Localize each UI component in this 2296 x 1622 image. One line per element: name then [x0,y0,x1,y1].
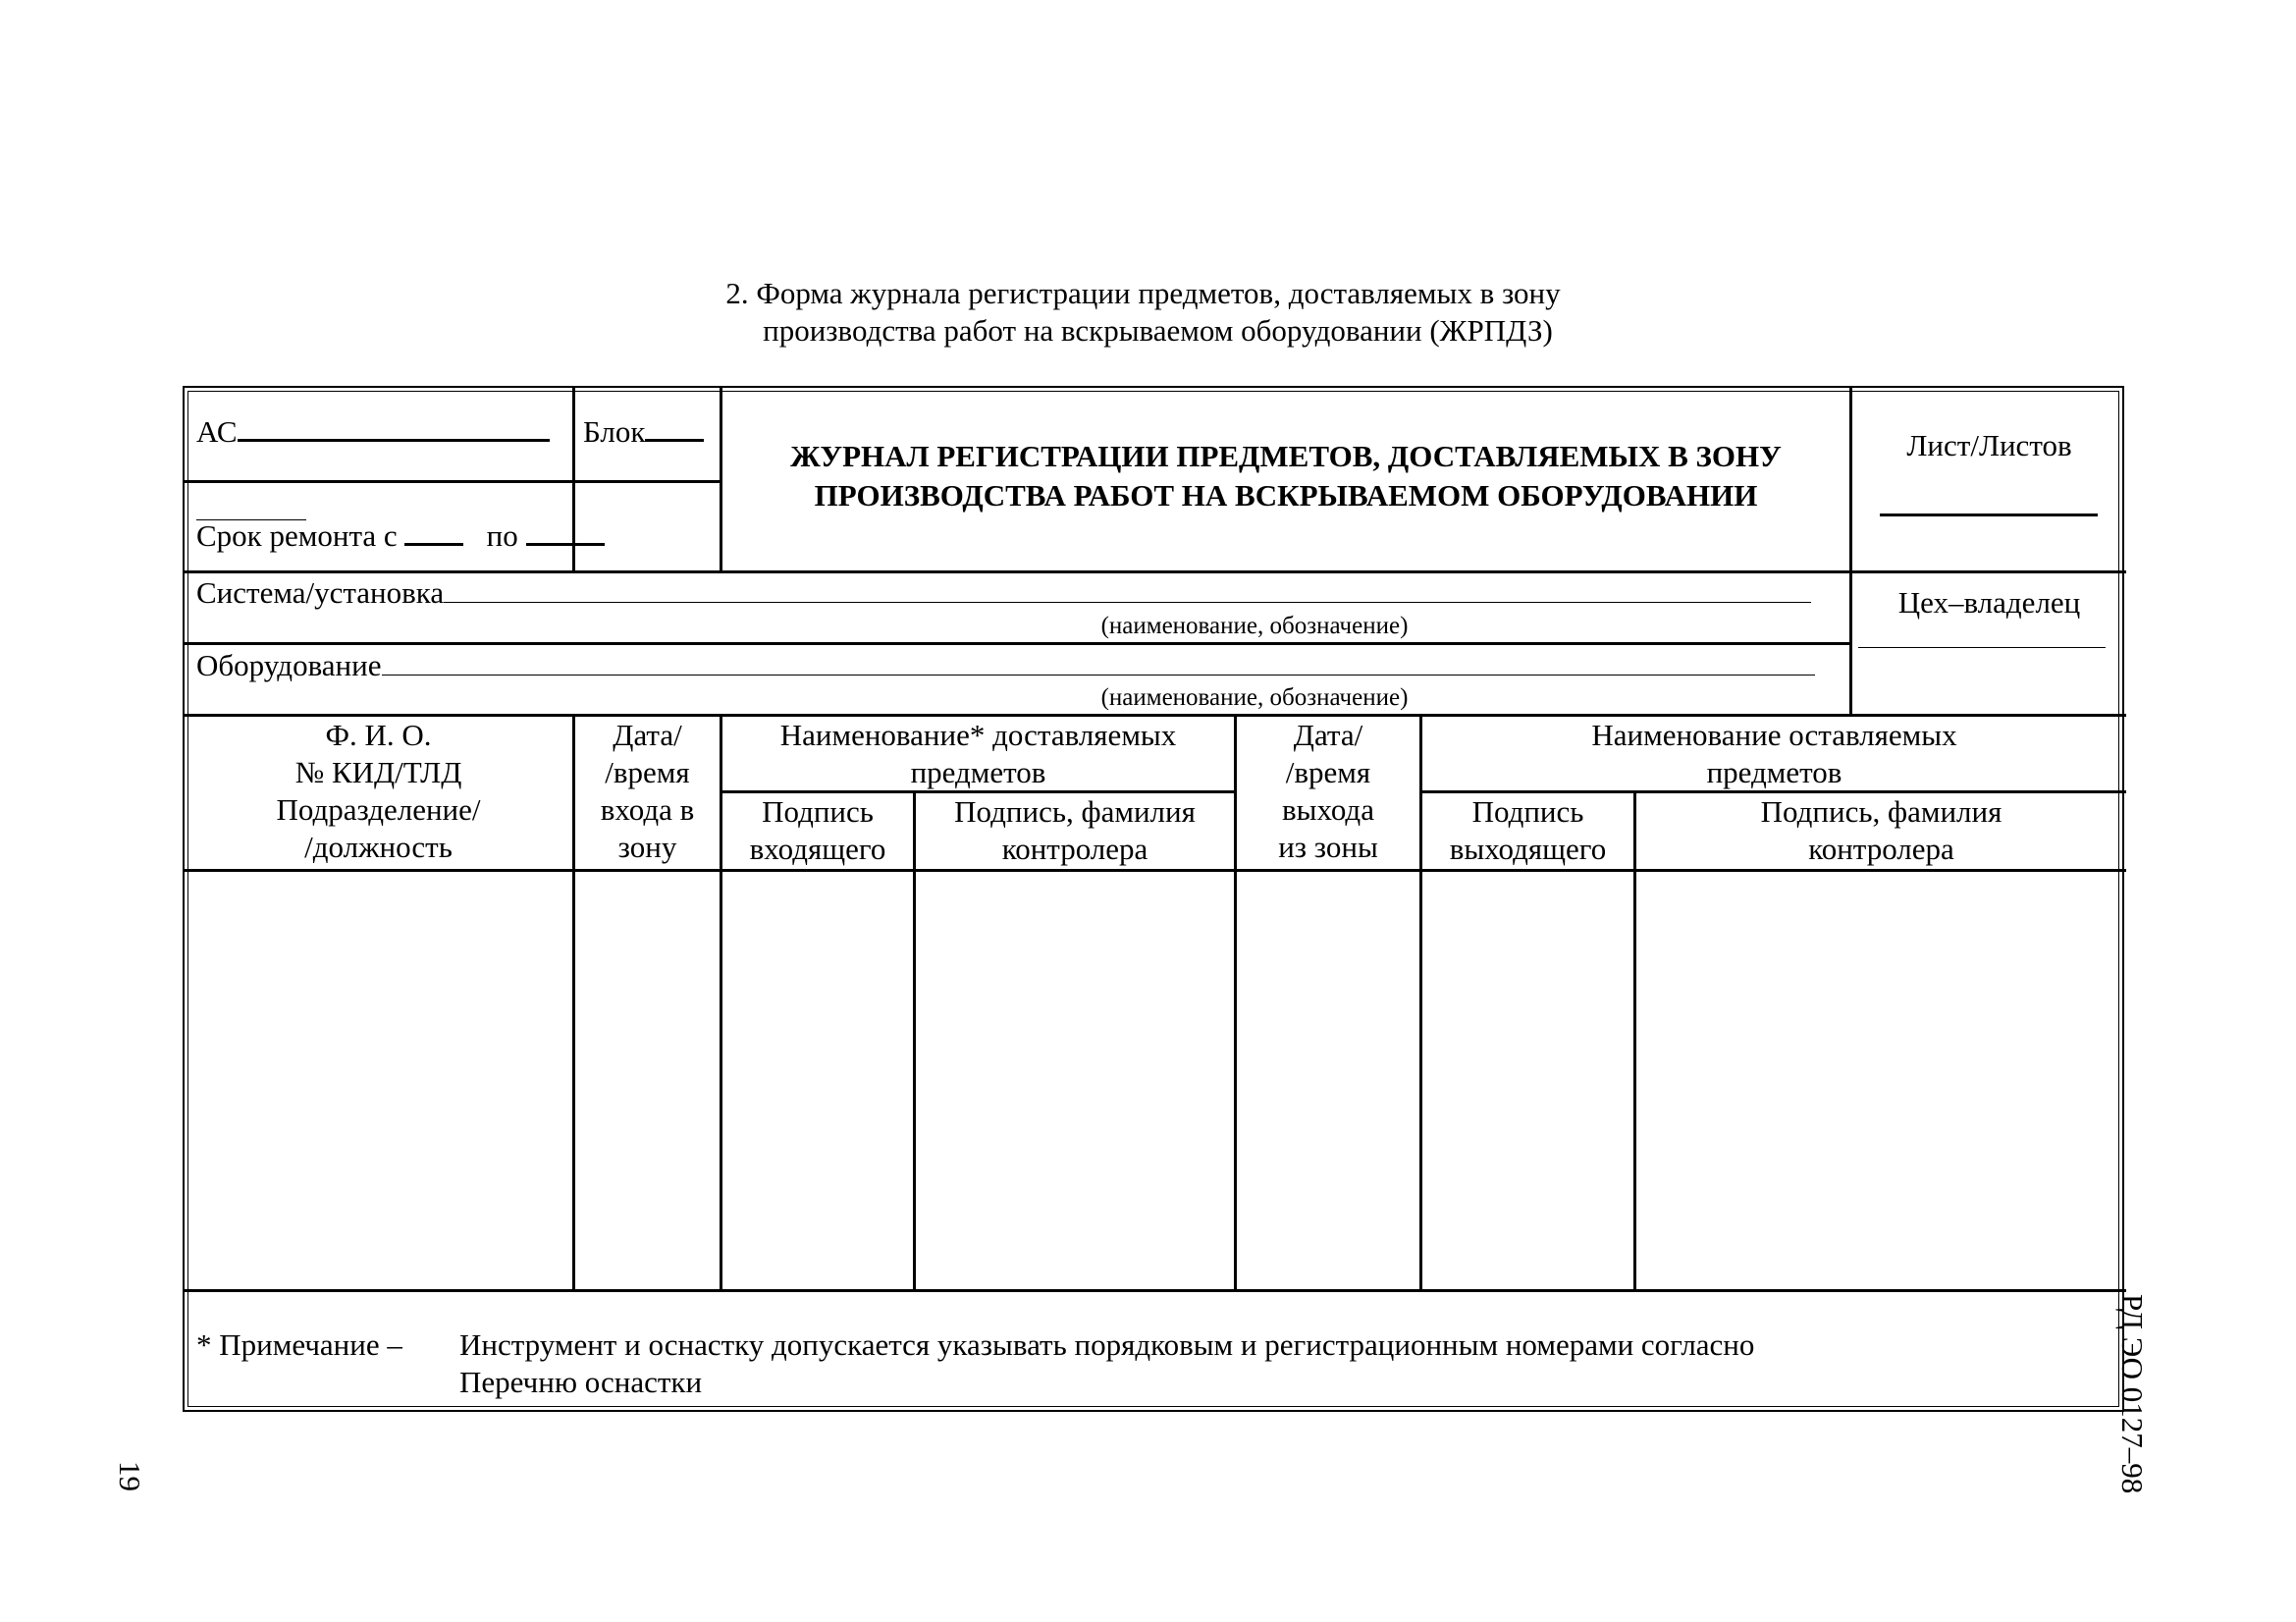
system-hint: (наименование, обозначение) [1100,613,1409,639]
col-entry-line-2: /время [605,755,690,789]
repair-to-label: по [486,518,518,553]
form-caption [0,275,2296,350]
col-delivered-line-2: предметов [910,755,1046,789]
col-sign-in-line-1: Подпись [762,794,874,829]
entry-cell-entry-time[interactable] [575,873,720,1289]
col-fio-header [185,717,572,866]
page-number: 19 [113,1461,147,1491]
col-sign-in-header [722,793,913,868]
system-field [196,574,1811,612]
note-line-1: Инструмент и оснастку допускается указывать порядковым и регистрационным номерами согласно [459,1327,1755,1362]
sheet-blank[interactable] [1880,486,2098,516]
rule-header-bottom [185,570,2126,573]
col-exit-header [1237,717,1419,866]
col-exit-line-2: /время [1285,755,1371,789]
col-delivered-header [722,717,1234,791]
col-left-items-line-2: предметов [1706,755,1842,789]
note-text [459,1326,1754,1401]
sheet-field [1880,486,2098,525]
entry-cell-sign-out[interactable] [1422,873,1633,1289]
col-delivered-line-1: Наименование* доставляемых [779,718,1177,752]
col-entry-line-1: Дата/ [613,718,682,752]
col-controller-out-header [1636,793,2126,868]
col-entry-header [575,717,720,866]
block-field [583,411,704,451]
col-controller-out-line-2: контролера [1808,832,1954,866]
col-sign-out-header [1422,793,1633,868]
note-label: * Примечание – [196,1327,402,1362]
note-line-2: Перечню оснастки [459,1365,703,1399]
journal-title [722,437,1849,515]
col-sign-out-line-2: выходящего [1449,832,1607,866]
col-sign-in-line-2: входящего [749,832,886,866]
rule-system-bottom [185,642,1849,645]
owner-field [1858,620,2106,657]
block-label: Блок [583,414,646,449]
caption-line-2: производства работ на вскрываемом оборудовании (ЖРПДЗ) [763,313,1553,348]
col-left-items-header [1422,717,2126,791]
journal-form [183,386,2124,1412]
system-label: Система/установка [196,575,445,610]
entry-cell-controller-in[interactable] [916,873,1234,1289]
repair-from-blank[interactable] [404,515,463,546]
col-fio-line-2: № КИД/ТЛД [294,755,462,789]
as-field [196,411,550,451]
system-blank[interactable] [444,574,1811,603]
repair-to-blank[interactable] [526,515,605,546]
owner-blank[interactable] [1858,620,2106,648]
owner-label: Цех–владелец [1897,585,2081,620]
journal-title-line-1: ЖУРНАЛ РЕГИСТРАЦИИ ПРЕДМЕТОВ, ДОСТАВЛЯЕМЫХ В ЗОНУ [790,439,1782,473]
entry-cell-controller-out[interactable] [1636,873,2123,1289]
col-fio-line-1: Ф. И. О. [325,718,432,752]
col-exit-line-1: Дата/ [1293,718,1363,752]
equipment-hint: (наименование, обозначение) [1100,684,1409,711]
col-left-items-line-1: Наименование оставляемых [1591,718,1957,752]
equipment-blank[interactable] [382,647,1815,676]
equipment-field [196,647,1815,684]
col-controller-in-line-2: контролера [1001,832,1148,866]
repair-period-field [196,515,605,555]
col-exit-line-4: из зоны [1278,830,1378,864]
block-blank[interactable] [645,411,704,442]
col-controller-in-header [916,793,1234,868]
col-exit-line-3: выхода [1282,792,1374,827]
rule-as-bottom [185,480,720,483]
col-controller-out-line-1: Подпись, фамилия [1760,794,2002,829]
entry-cell-fio[interactable] [187,873,572,1289]
sheet-label: Лист/Листов [1906,428,2072,462]
col-fio-line-4: /должность [304,830,453,864]
col-fio-line-3: Подразделение/ [276,792,481,827]
col-sign-out-line-1: Подпись [1471,794,1584,829]
caption-line-1: 2. Форма журнала регистрации предметов, доставляемых в зону [725,276,1561,310]
rule-body-bottom [185,1289,2126,1292]
document-code: РД ЭО 0127–98 [2115,1294,2150,1494]
col-entry-line-3: входа в [600,792,695,827]
entry-cell-sign-in[interactable] [722,873,913,1289]
as-label: АС [196,414,238,449]
col-controller-in-line-1: Подпись, фамилия [954,794,1196,829]
equipment-label: Оборудование [196,648,382,682]
repair-label: Срок ремонта с [196,518,398,553]
rule-colheads-bottom [185,869,2126,872]
as-blank[interactable] [238,411,550,442]
journal-title-line-2: ПРОИЗВОДСТВА РАБОТ НА ВСКРЫВАЕМОМ ОБОРУДОВАНИИ [814,478,1758,513]
col-entry-line-4: зону [617,830,677,864]
entry-cell-exit-time[interactable] [1237,873,1419,1289]
